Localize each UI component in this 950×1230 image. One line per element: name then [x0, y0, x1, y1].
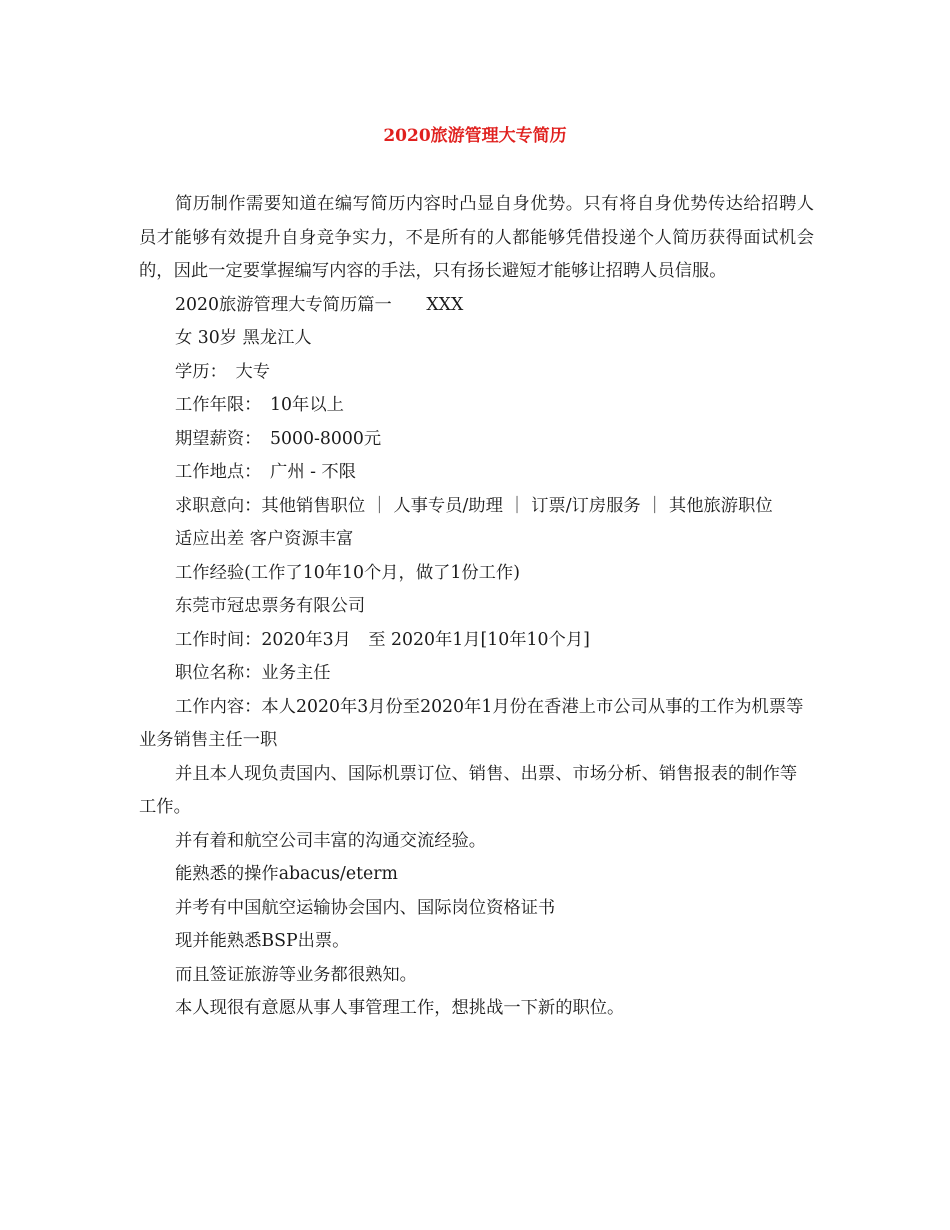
strengths-line: 适应出差 客户资源丰富 [175, 529, 354, 549]
aspiration-line: 本人现很有意愿从事人事管理工作，想挑战一下新的职位。 [175, 998, 625, 1018]
skills-line: 能熟悉的操作abacus/eterm [175, 864, 398, 884]
job-content-line: 工作内容：本人2020年3月份至2020年1月份在香港上市公司从事的工作为机票等业务销售主任一职 [139, 696, 804, 750]
intro-paragraph: 简历制作需要知道在编写简历内容时凸显自身优势。只有将自身优势传达给招聘人员才能够有效提升自身竞争实力，不是所有的人都能够凭借投递个人简历获得面试机会的，因此一定要掌握编写内容的手法，只有扬长避短才能够让招聘人员信服。 [139, 194, 814, 281]
visa-line: 而且签证旅游等业务都很熟知。 [175, 964, 417, 985]
company-line: 东莞市冠忠票务有限公司 [175, 596, 366, 616]
gender-age-origin-line: 女 30岁 黑龙江人 [175, 328, 312, 348]
work-period-line: 工作时间：2020年3月 至 2020年1月[10年10个月] [175, 629, 590, 650]
job-intention-line: 求职意向：其他销售职位 ｜ 人事专员/助理 ｜ 订票/订房服务 ｜ 其他旅游职位 [175, 495, 773, 516]
responsibility-line: 并且本人现负责国内、国际机票订位、销售、出票、市场分析、销售报表的制作等工作。 [139, 763, 798, 817]
work-location-line: 工作地点： 广州 - 不限 [175, 462, 356, 482]
education-line: 学历： 大专 [175, 361, 271, 382]
expected-salary-line: 期望薪资： 5000-8000元 [175, 428, 382, 449]
resume-heading-line: 2020旅游管理大专简历篇一 XXX [175, 294, 464, 315]
work-experience-line: 工作经验(工作了10年10个月，做了1份工作) [175, 562, 520, 583]
document-title: 2020旅游管理大专简历 [383, 126, 567, 146]
certificate-line: 并考有中国航空运输协会国内、国际岗位资格证书 [175, 897, 556, 918]
communication-line: 并有着和航空公司丰富的沟通交流经验。 [175, 830, 487, 851]
work-years-line: 工作年限： 10年以上 [175, 395, 344, 415]
document-body [139, 188, 814, 1026]
position-line: 职位名称：业务主任 [175, 663, 331, 683]
bsp-line: 现并能熟悉BSP出票。 [175, 931, 350, 951]
